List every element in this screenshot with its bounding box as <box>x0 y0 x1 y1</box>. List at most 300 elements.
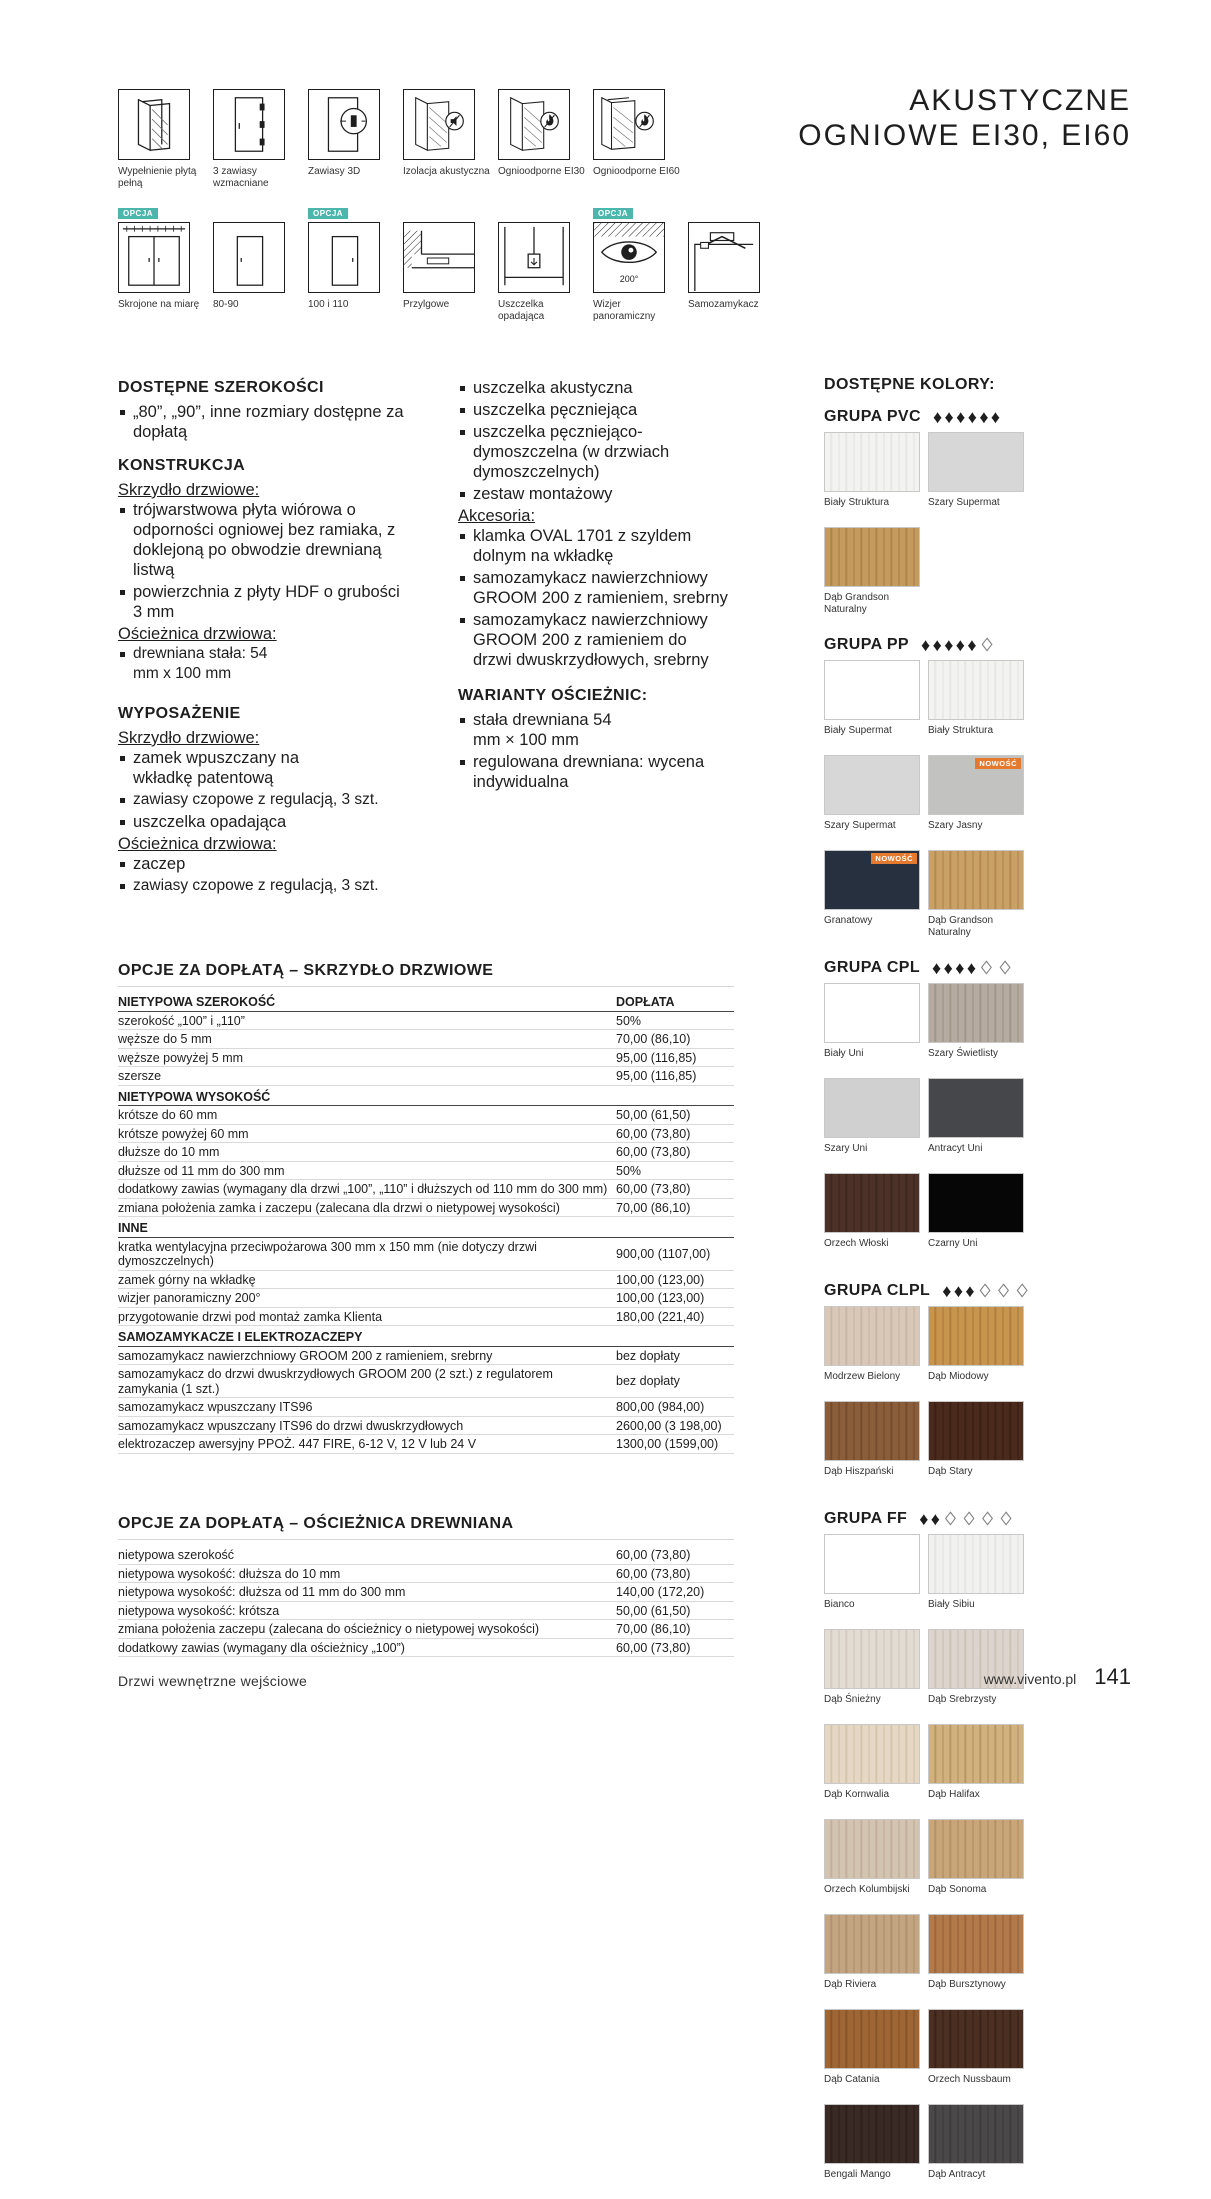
footer-category: Drzwi wewnętrzne wejściowe <box>118 1673 308 1689</box>
table-row <box>118 1012 734 1031</box>
row-label: węższe do 5 mm <box>118 1032 212 1046</box>
fire-ei60-icon <box>593 89 665 160</box>
diamond-outline-icon: ♢ <box>977 1280 994 1301</box>
color-swatch[interactable] <box>928 432 1032 521</box>
table-row <box>118 1289 734 1308</box>
column-header: DOPŁATA <box>616 995 675 1009</box>
color-swatch[interactable] <box>928 1306 1032 1395</box>
table-row <box>118 1639 734 1658</box>
swatch-label: Czarny Uni <box>928 1238 978 1249</box>
row-label: elektrozaczep awersyjny PPOŻ. 447 FIRE, 6-12 V, 12 V lub 24 V <box>118 1437 477 1451</box>
swatch-sample <box>928 432 1024 492</box>
table-row <box>118 1238 734 1271</box>
row-price: 60,00 (73,80) <box>616 1548 691 1562</box>
diamond-outline-icon: ♢ <box>978 634 996 655</box>
diamond-filled-icon: ♦ <box>967 634 977 655</box>
row-price: 50,00 (61,50) <box>616 1108 691 1122</box>
list-item: powierzchnia z płyty HDF o grubości 3 mm <box>118 582 408 622</box>
feature-label: Izolacja akustyczna <box>403 166 490 177</box>
option-badge: OPCJA <box>593 208 633 219</box>
row-price: 60,00 (73,80) <box>616 1126 691 1141</box>
swatch-label: Dąb Grandson Naturalny <box>928 915 994 938</box>
color-swatch[interactable] <box>928 1819 1032 1908</box>
group-header <box>118 1328 734 1347</box>
diamond-filled-icon: ♦ <box>919 1508 929 1529</box>
color-swatch[interactable] <box>824 1724 928 1813</box>
feature-width-80-90 <box>213 222 308 323</box>
swatch-label: Bianco <box>824 1599 855 1610</box>
table-row <box>118 1565 734 1584</box>
swatch-sample <box>824 983 920 1043</box>
row-price: 140,00 (172,20) <box>616 1585 705 1599</box>
swatch-grid <box>824 983 1134 1268</box>
group-label: SAMOZAMYKACZE I ELEKTROZACZEPY <box>118 1330 363 1344</box>
seals-list <box>458 378 738 504</box>
row-label: samozamykacz wpuszczany ITS96 do drzwi dwuskrzydłowych <box>118 1418 464 1433</box>
row-price: bez dopłaty <box>616 1348 680 1363</box>
diamond-filled-icon: ♦ <box>944 634 954 655</box>
color-swatch[interactable] <box>928 2009 1032 2098</box>
row-label: szerokość „100” i „110” <box>118 1013 245 1028</box>
accessories-list <box>458 526 738 670</box>
swatch-label: Dąb Halifax <box>928 1789 980 1800</box>
new-badge: NOWOŚĆ <box>871 853 917 864</box>
list-item: zaczep <box>118 854 408 874</box>
diamond-filled-icon: ♦ <box>979 406 989 427</box>
leaf-subheading: Skrzydło drzwiowe: <box>118 481 260 499</box>
table-row <box>118 1365 734 1398</box>
table-row <box>118 1125 734 1144</box>
color-group-name: GRUPA PP <box>824 636 909 653</box>
feature-label: Przylgowe <box>403 299 450 310</box>
row-label: nietypowa wysokość: krótsza <box>118 1603 280 1618</box>
swatch-label: Dąb Riviera <box>824 1979 877 1990</box>
row-price: 95,00 (116,85) <box>616 1050 697 1065</box>
price-rating <box>932 406 1001 427</box>
diamond-filled-icon: ♦ <box>990 406 1001 427</box>
feature-label: Zawiasy 3D <box>308 166 361 177</box>
feature-solid-fill <box>118 89 213 190</box>
three-hinges-icon <box>213 89 285 160</box>
swatch-sample <box>824 1306 920 1366</box>
swatch-sample <box>824 527 920 587</box>
frame-subheading: Ościeżnica drzwiowa: <box>118 625 277 643</box>
table-row <box>118 1162 734 1181</box>
color-swatch[interactable] <box>928 1534 1032 1623</box>
row-price: 70,00 (86,10) <box>616 1032 691 1046</box>
feature-icons-row-2 <box>118 209 783 323</box>
swatch-label: Modrzew Bielony <box>824 1371 901 1382</box>
row-label: samozamykacz do drzwi dwuskrzydłowych GROOM 200 (2 szt.) z regulatorem zamykania (1 szt.) <box>118 1367 553 1396</box>
frame-options-title: OPCJE ZA DOPŁATĄ – OŚCIEŻNICA DREWNIANA <box>118 1515 734 1540</box>
diamond-filled-icon: ♦ <box>955 957 965 978</box>
row-label: nietypowa wysokość: dłuższa od 11 mm do 300 mm <box>118 1585 406 1599</box>
swatch-label: Dąb Antracyt <box>928 2169 986 2180</box>
door-closer-icon <box>688 222 760 293</box>
row-price: 100,00 (123,00) <box>616 1291 705 1305</box>
variants-heading: WARIANTY OŚCIEŻNIC: <box>458 687 648 704</box>
table-row <box>118 1049 734 1068</box>
color-swatch[interactable] <box>824 1534 928 1623</box>
swatch-label: Szary Świetlisty <box>928 1048 999 1059</box>
diamond-outline-icon: ♢ <box>996 957 1014 978</box>
swatch-sample <box>928 1306 1024 1366</box>
list-item: zawiasy czopowe z regulacją, 3 szt. <box>118 876 408 896</box>
row-label: węższe powyżej 5 mm <box>118 1050 244 1065</box>
list-item: stała drewniana 54 mm × 100 mm <box>458 710 638 750</box>
feature-label: Skrojone na miarę <box>118 299 200 310</box>
feature-label: Ognioodporne EI30 <box>498 166 585 177</box>
diamond-outline-icon: ♢ <box>942 1508 959 1529</box>
color-groups <box>824 408 1134 2199</box>
swatch-label: Dąb Sonoma <box>928 1884 987 1895</box>
color-swatch[interactable] <box>928 1914 1032 2003</box>
color-swatch[interactable] <box>824 1078 928 1167</box>
row-label: wizjer panoramiczny 200° <box>118 1291 261 1305</box>
swatch-label: Dąb Grandson Naturalny <box>824 592 890 615</box>
table-row <box>118 1620 734 1639</box>
row-price: 60,00 (73,80) <box>616 1640 691 1655</box>
height-rows <box>118 1106 734 1217</box>
row-label: zmiana położenia zaczepu (zalecana do ościeżnicy o nietypowej wysokości) <box>118 1622 540 1636</box>
group-label: NIETYPOWA WYSOKOŚĆ <box>118 1089 271 1104</box>
swatch-label: Dąb Śnieżny <box>824 1694 881 1705</box>
title-line-2: OGNIOWE EI30, EI60 <box>798 118 1131 152</box>
table-row <box>118 1602 734 1621</box>
diamond-filled-icon: ♦ <box>921 634 931 655</box>
diamond-outline-icon: ♢ <box>1014 1280 1031 1301</box>
swatch-label: Granatowy <box>824 915 873 926</box>
swatch-label: Biały Uni <box>824 1048 864 1059</box>
color-swatch[interactable] <box>824 432 928 521</box>
list-item: uszczelka pęczniejąco-dymoszczelna (w drzwiach dymoszczelnych) <box>458 422 718 482</box>
color-swatch[interactable] <box>824 983 928 1072</box>
diamond-filled-icon: ♦ <box>930 1508 941 1529</box>
swatch-label: Biały Supermat <box>824 725 892 736</box>
swatch-grid <box>824 1306 1134 1496</box>
swatch-sample <box>928 660 1024 720</box>
diamond-filled-icon: ♦ <box>966 957 977 978</box>
feature-icons-row-1 <box>118 89 688 190</box>
eq-leaf-list <box>118 748 408 832</box>
swatch-label: Szary Uni <box>824 1143 868 1154</box>
color-swatch[interactable] <box>928 755 1032 844</box>
eq-frame-subheading: Ościeżnica drzwiowa: <box>118 835 277 853</box>
swatch-label: Biały Struktura <box>824 497 890 508</box>
group-header <box>118 1219 734 1238</box>
diamond-filled-icon: ♦ <box>932 957 942 978</box>
eq-leaf-subheading: Skrzydło drzwiowe: <box>118 729 260 747</box>
row-price: 180,00 (221,40) <box>616 1309 705 1324</box>
color-group-name: GRUPA PVC <box>824 408 921 425</box>
feature-acoustic <box>403 89 498 190</box>
color-swatch[interactable] <box>824 1401 928 1490</box>
rebated-icon <box>403 222 475 293</box>
custom-cut-icon <box>118 222 190 293</box>
color-swatch[interactable] <box>928 1401 1032 1490</box>
color-swatch[interactable] <box>824 755 928 844</box>
price-rating <box>921 634 996 655</box>
row-label: nietypowa szerokość <box>118 1548 235 1562</box>
color-group-title <box>824 408 1134 426</box>
color-swatch[interactable] <box>824 1914 928 2003</box>
color-swatch[interactable] <box>928 850 1032 939</box>
row-price: 100,00 (123,00) <box>616 1272 705 1287</box>
row-price: 900,00 (1107,00) <box>616 1246 711 1261</box>
price-rating <box>942 1280 1031 1301</box>
swatch-grid <box>824 660 1134 945</box>
list-item: uszczelka akustyczna <box>458 378 738 398</box>
diamond-outline-icon: ♢ <box>960 1508 978 1529</box>
diamond-filled-icon: ♦ <box>965 1280 975 1301</box>
solid-fill-icon <box>118 89 190 160</box>
swatch-sample <box>824 1534 920 1594</box>
feature-width-100-110 <box>308 209 403 323</box>
table-row <box>118 1143 734 1162</box>
swatch-sample <box>824 1724 920 1784</box>
color-swatch[interactable] <box>928 1078 1032 1167</box>
diamond-filled-icon: ♦ <box>932 634 943 655</box>
feature-label: Uszczelka opadająca <box>498 299 545 322</box>
feature-drop-seal <box>498 222 593 323</box>
swatch-label: Dąb Catania <box>824 2074 880 2085</box>
color-swatch[interactable] <box>928 660 1032 749</box>
swatch-sample <box>928 1724 1024 1784</box>
row-label: przygotowanie drzwi pod montaż zamka Klienta <box>118 1309 383 1324</box>
swatch-sample <box>824 1629 920 1689</box>
row-price: 60,00 (73,80) <box>616 1566 691 1581</box>
peephole-icon <box>593 222 665 293</box>
table-row <box>118 1308 734 1327</box>
color-group-title <box>824 1510 1134 1528</box>
list-item: uszczelka pęczniejąca <box>458 400 738 420</box>
table-row <box>118 1398 734 1417</box>
swatch-sample <box>928 755 1024 815</box>
row-price: 95,00 (116,85) <box>616 1069 697 1083</box>
feature-rebated <box>403 222 498 323</box>
swatch-label: Orzech Nussbaum <box>928 2074 1011 2085</box>
diamond-filled-icon: ♦ <box>942 1280 952 1301</box>
table-row <box>118 1030 734 1049</box>
drop-seal-icon <box>498 222 570 293</box>
swatch-sample <box>824 1401 920 1461</box>
row-label: samozamykacz wpuszczany ITS96 <box>118 1400 313 1414</box>
swatch-label: Orzech Włoski <box>824 1238 889 1249</box>
colors-heading: DOSTĘPNE KOLORY: <box>824 376 995 393</box>
accessories-subheading: Akcesoria: <box>458 507 536 525</box>
swatch-label: Bengali Mango <box>824 2169 891 2180</box>
list-item: zawiasy czopowe z regulacją, 3 szt. <box>118 790 408 810</box>
swatch-sample <box>824 755 920 815</box>
diamond-filled-icon: ♦ <box>956 406 966 427</box>
swatch-sample <box>824 2009 920 2069</box>
color-swatch[interactable] <box>928 1173 1032 1262</box>
swatch-label: Dąb Hiszpański <box>824 1466 894 1477</box>
row-label: dodatkowy zawias (wymagany dla drzwi „100”, „110” i dłuższych od 110 mm do 300 mm) <box>118 1182 608 1196</box>
list-item: zestaw montażowy <box>458 484 738 504</box>
left-column <box>118 378 408 898</box>
color-swatch[interactable] <box>824 527 928 616</box>
width-100-110-icon <box>308 222 380 293</box>
group-label: INNE <box>118 1221 148 1235</box>
swatch-sample <box>928 983 1024 1043</box>
row-price: 50,00 (61,50) <box>616 1603 691 1618</box>
width-80-90-icon <box>213 222 285 293</box>
column-header: NIETYPOWA SZEROKOŚĆ <box>118 995 276 1009</box>
table-row <box>118 1106 734 1125</box>
color-swatch[interactable] <box>824 660 928 749</box>
price-rating <box>932 957 1014 978</box>
closers-rows <box>118 1347 734 1454</box>
list-item: samozamykacz nawierzchniowy GROOM 200 z ramieniem do drzwi dwuskrzydłowych, srebrny <box>458 610 718 670</box>
width-rows <box>118 1012 734 1086</box>
swatch-sample <box>824 1914 920 1974</box>
feature-label: 80-90 <box>213 299 239 310</box>
fire-ei30-icon <box>498 89 570 160</box>
hinges-3d-icon <box>308 89 380 160</box>
swatch-label: Dąb Srebrzysty <box>928 1694 997 1705</box>
color-swatch[interactable] <box>928 2104 1032 2193</box>
widths-list <box>118 402 408 442</box>
feature-label: Samozamykacz <box>688 299 759 310</box>
row-price: 1300,00 (1599,00) <box>616 1437 719 1451</box>
swatch-sample <box>824 2104 920 2164</box>
feature-door-closer <box>688 222 783 323</box>
widths-heading: DOSTĘPNE SZEROKOŚCI <box>118 379 324 396</box>
color-swatch[interactable] <box>824 1819 928 1908</box>
list-item: trójwarstwowa płyta wiórowa o odporności ogniowej bez ramiaka, z doklejoną po obwodzie drewnianą listwą <box>118 500 408 580</box>
table-row <box>118 1347 734 1366</box>
swatch-sample <box>928 1819 1024 1879</box>
swatch-sample <box>928 1173 1024 1233</box>
swatch-sample <box>928 1078 1024 1138</box>
group-header <box>118 1088 734 1107</box>
feature-label: Wizjer panoramiczny <box>593 299 656 322</box>
feature-fire-ei30 <box>498 89 593 190</box>
color-swatch[interactable] <box>824 2009 928 2098</box>
swatch-sample <box>928 1914 1024 1974</box>
table-row <box>118 1199 734 1218</box>
row-price: 50% <box>616 1163 642 1178</box>
color-swatch[interactable] <box>928 983 1032 1072</box>
acoustic-insulation-icon <box>403 89 475 160</box>
row-label: zamek górny na wkładkę <box>118 1272 256 1287</box>
footer-url[interactable]: www.vivento.pl <box>983 1671 1077 1687</box>
feature-peephole <box>593 209 688 323</box>
feature-three-hinges <box>213 89 308 190</box>
row-price: 70,00 (86,10) <box>616 1622 691 1636</box>
other-rows <box>118 1238 734 1327</box>
list-item: „80”, „90”, inne rozmiary dostępne za dopłatą <box>118 402 408 442</box>
footer-right <box>984 1664 1131 1690</box>
variants-list <box>458 710 738 792</box>
diamond-filled-icon: ♦ <box>955 634 966 655</box>
swatch-sample <box>928 1534 1024 1594</box>
color-swatch[interactable] <box>824 1629 928 1718</box>
frame-options-table <box>118 1515 734 1657</box>
table-row <box>118 1271 734 1290</box>
list-item: samozamykacz nawierzchniowy GROOM 200 z ramieniem, srebrny <box>458 568 728 608</box>
color-swatch[interactable] <box>824 1306 928 1395</box>
table-row <box>118 1180 734 1199</box>
diamond-filled-icon: ♦ <box>932 406 943 427</box>
page-title <box>798 84 1131 153</box>
swatch-label: Szary Supermat <box>928 497 1000 508</box>
color-swatch[interactable] <box>824 2104 928 2193</box>
swatch-label: Szary Supermat <box>824 820 896 831</box>
color-swatch[interactable] <box>928 1724 1032 1813</box>
equipment-heading: WYPOSAŻENIE <box>118 705 241 722</box>
row-label: nietypowa wysokość: dłuższa do 10 mm <box>118 1566 341 1581</box>
row-price: 2600,00 (3 198,00) <box>616 1418 722 1433</box>
color-swatch[interactable] <box>824 850 928 939</box>
row-label: samozamykacz nawierzchniowy GROOM 200 z ramieniem, srebrny <box>118 1348 493 1363</box>
diamond-filled-icon: ♦ <box>944 406 955 427</box>
row-label: zmiana położenia zamka i zaczepu (zalecana dla drzwi o nietypowej wysokości) <box>118 1200 560 1215</box>
row-price: 60,00 (73,80) <box>616 1182 691 1196</box>
page-number: 141 <box>1094 1664 1131 1689</box>
color-group-title <box>824 959 1134 977</box>
color-group-name: GRUPA CPL <box>824 959 921 976</box>
leaf-list <box>118 500 408 622</box>
swatch-sample <box>824 1078 920 1138</box>
swatch-label: Dąb Kornwalia <box>824 1789 890 1800</box>
leaf-options-title: OPCJE ZA DOPŁATĄ – SKRZYDŁO DRZWIOWE <box>118 962 734 987</box>
construction-heading: KONSTRUKCJA <box>118 457 246 474</box>
color-group-title <box>824 636 1134 654</box>
list-item: drewniana stała: 54 mm x 100 mm <box>118 644 288 684</box>
frame-rows <box>118 1546 734 1657</box>
swatch-sample <box>928 1401 1024 1461</box>
table-row <box>118 1583 734 1602</box>
swatch-grid <box>824 1534 1134 2199</box>
color-swatch[interactable] <box>824 1173 928 1262</box>
diamond-outline-icon: ♢ <box>979 1508 997 1529</box>
row-label: szersze <box>118 1069 162 1083</box>
swatch-sample <box>824 850 920 910</box>
row-label: krótsze powyżej 60 mm <box>118 1126 249 1141</box>
row-price: 50% <box>616 1013 642 1028</box>
swatch-sample <box>928 850 1024 910</box>
feature-custom-cut <box>118 209 213 323</box>
diamond-outline-icon: ♢ <box>998 1508 1015 1529</box>
title-line-1: AKUSTYCZNE <box>909 84 1131 117</box>
diamond-filled-icon: ♦ <box>967 406 978 427</box>
new-badge: NOWOŚĆ <box>975 758 1021 769</box>
swatch-sample <box>824 1819 920 1879</box>
color-group-name: GRUPA CLPL <box>824 1282 931 1299</box>
feature-label: Wypełnienie płytą pełną <box>118 166 197 189</box>
swatch-label: Orzech Kolumbijski <box>824 1884 910 1895</box>
row-label: krótsze do 60 mm <box>118 1108 218 1122</box>
swatch-label: Dąb Bursztynowy <box>928 1979 1006 1990</box>
swatch-label: Antracyt Uni <box>928 1143 983 1154</box>
peephole-angle-text: 200° <box>619 274 639 284</box>
table-row <box>118 1546 734 1565</box>
color-group-name: GRUPA FF <box>824 1510 908 1527</box>
leaf-options-table <box>118 962 734 1454</box>
option-badge: OPCJA <box>308 208 348 219</box>
swatch-label: Dąb Miodowy <box>928 1371 989 1382</box>
list-item: regulowana drewniana: wycena indywidualna <box>458 752 708 792</box>
swatch-label: Szary Jasny <box>928 820 983 831</box>
frame-list <box>118 644 408 684</box>
row-price: bez dopłaty <box>616 1374 680 1389</box>
swatch-sample <box>824 432 920 492</box>
row-label: dłuższe do 10 mm <box>118 1145 220 1159</box>
row-label: kratka wentylacyjna przeciwpożarowa 300 mm x 150 mm (nie dotyczy drzwi dymoszczelnych) <box>118 1239 537 1268</box>
table-row <box>118 1435 734 1454</box>
